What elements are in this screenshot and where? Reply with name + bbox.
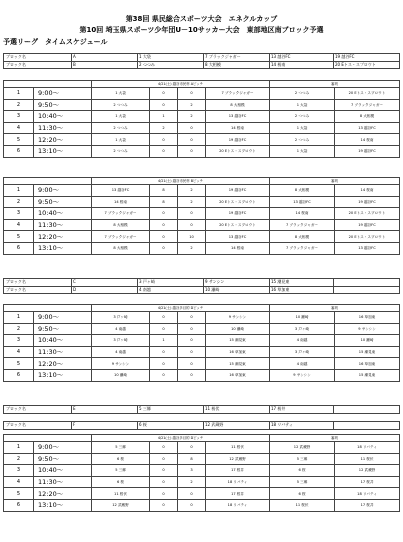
pitch-caption: 4/21(土) 越谷多目的 Dピッチ [92,305,270,312]
away-score: 2 [178,242,206,254]
match-row [4,111,400,123]
away-team: 15 潮見東 [206,358,270,370]
kickoff-time: 13:10～ [34,145,92,157]
away-score: 2 [178,476,206,488]
referee-1: 6 桜 [270,488,335,500]
match-row [4,499,400,511]
match-number: 2 [4,453,34,465]
block-label: ブロック名 [4,279,72,287]
away-team: 19 越谷FC [206,185,270,197]
home-score: 0 [150,358,178,370]
away-score: 0 [178,88,206,100]
referee-1: 1 大袋 [270,145,335,157]
away-team: 11 桜伏 [206,442,270,454]
referee-1: 7 ブラックジャガー [270,219,335,231]
match-number: 6 [4,242,34,254]
title-line-3: 予選リーグ タイムスケジュール [3,38,108,46]
home-score: 0 [150,323,178,335]
home-team: 1 大袋 [92,134,150,146]
home-team: 3 戸ヶ崎 [92,312,150,324]
away-score: 2 [178,185,206,197]
match-row [4,196,400,208]
referee-1: 5 三郷 [270,453,335,465]
match-number: 6 [4,145,34,157]
block-id: D [72,286,138,294]
kickoff-time: 9:00～ [34,312,92,324]
kickoff-time: 12:20～ [34,358,92,370]
referee-1: 8 大相模 [270,185,335,197]
referee-1: 3 戸ヶ崎 [270,346,335,358]
home-score: 0 [150,145,178,157]
match-number: 5 [4,134,34,146]
away-score: 0 [178,369,206,381]
away-score: 10 [178,231,206,243]
home-score: 0 [150,499,178,511]
match-row [4,358,400,370]
match-row [4,88,400,100]
schedule-table-3 [3,304,400,382]
header-blank [4,305,92,312]
away-score: 0 [178,358,206,370]
away-score: 0 [178,335,206,347]
away-team: 15 潮見東 [206,335,270,347]
block-label: ブロック名 [4,406,72,414]
away-score: 2 [178,196,206,208]
away-score: 3 [178,465,206,477]
away-team: 9 サンシン [206,312,270,324]
block-team: 10 瀬崎 [204,286,270,294]
home-score: 0 [150,219,178,231]
home-team: 3 戸ヶ崎 [92,335,150,347]
kickoff-time: 9:50～ [34,453,92,465]
referee-1: 3 戸ヶ崎 [270,323,335,335]
away-team: 16 草加東 [206,369,270,381]
match-row [4,465,400,477]
away-score: 0 [178,323,206,335]
home-team: 7 ブラックジャガー [92,208,150,220]
referee-1: 2 つつみ [270,111,335,123]
referee-1: 13 越谷FC [270,196,335,208]
schedule-header-row [4,435,400,442]
schedule-table-1 [3,80,400,158]
block-table-f [3,421,400,430]
home-team: 1 大袋 [92,111,150,123]
referee-1: 2 つつみ [270,88,335,100]
match-row [4,122,400,134]
block-team: 13 越谷FC [270,54,334,62]
block-team: 15 潮見東 [270,279,334,287]
block-team: 18 リバティ [270,422,334,430]
match-number: 1 [4,312,34,324]
block-team: 9 サンシン [204,279,270,287]
match-number: 3 [4,111,34,123]
referee-2: 18 リバティ [335,442,400,454]
away-team: 19 越谷FC [206,208,270,220]
title-line-2: 第10回 埼玉県スポーツ少年団U－10サッカー大会 東部地区南ブロック予選 [79,26,324,34]
referee-1: 14 桜南 [270,208,335,220]
kickoff-time: 12:20～ [34,231,92,243]
referee-2: 18 リバティ [335,488,400,500]
referee-header: 審判 [270,81,400,88]
match-number: 5 [4,358,34,370]
block-team: 16 草加東 [270,286,334,294]
block-team: 19 越谷FC [334,54,400,62]
match-number: 4 [4,346,34,358]
home-team: 1 大袋 [92,88,150,100]
away-team: 7 ブラックジャガー [206,88,270,100]
kickoff-time: 9:50～ [34,196,92,208]
referee-2: 19 越谷FC [335,219,400,231]
match-row [4,219,400,231]
home-team: 8 大相模 [92,219,150,231]
home-team: 5 三郷 [92,442,150,454]
away-team: 20 Eトス・スプロウト [206,196,270,208]
header-blank [4,81,92,88]
block-label: ブロック名 [4,286,72,294]
home-score: 0 [150,488,178,500]
away-team: 20 Eトス・スプロウト [206,219,270,231]
away-team: 14 桜南 [206,242,270,254]
referee-2: 7 ブラックジャガー [335,99,400,111]
block-team: 20 Eトス・スプロウト [334,61,400,69]
block-row [4,406,400,414]
home-score: 0 [150,88,178,100]
referee-1: 4 南越 [270,335,335,347]
referee-2: 14 桜南 [335,185,400,197]
match-row [4,369,400,381]
match-number: 5 [4,231,34,243]
block-team: 14 桜南 [270,61,334,69]
referee-1: 12 武蔵野 [270,442,335,454]
match-row [4,185,400,197]
away-team: 13 越谷FC [206,111,270,123]
home-team: 10 瀬崎 [92,369,150,381]
away-score: 0 [178,499,206,511]
referee-2: 20 Eトス・スプロウト [335,208,400,220]
home-score: 0 [150,442,178,454]
home-score: 0 [150,476,178,488]
away-team: 17 桜井 [206,488,270,500]
kickoff-time: 10:40～ [34,465,92,477]
block-team: 7 ブラックジャガー [204,54,270,62]
schedule-header-row [4,305,400,312]
home-score: 1 [150,111,178,123]
match-number: 2 [4,99,34,111]
match-row [4,231,400,243]
block-id: F [72,422,138,430]
match-number: 5 [4,488,34,500]
home-score: 0 [150,465,178,477]
match-number: 6 [4,499,34,511]
block-label: ブロック名 [4,422,72,430]
referee-2: 20 Eトス・スプロウト [335,88,400,100]
block-table-ab [3,53,400,69]
away-score: 0 [178,346,206,358]
match-number: 4 [4,476,34,488]
away-score: 8 [178,453,206,465]
home-team: 12 武蔵野 [92,499,150,511]
match-row [4,134,400,146]
block-team [334,406,400,414]
away-team: 20 Eトス・スプロウト [206,145,270,157]
home-team: 2 つつみ [92,145,150,157]
kickoff-time: 9:00～ [34,88,92,100]
away-score: 0 [178,122,206,134]
home-score: 0 [150,453,178,465]
match-number: 1 [4,88,34,100]
kickoff-time: 13:10～ [34,369,92,381]
home-score: 1 [150,335,178,347]
referee-2: 13 越谷FC [335,122,400,134]
home-score: 0 [150,99,178,111]
match-row [4,323,400,335]
match-number: 6 [4,369,34,381]
block-team: 8 大相模 [204,61,270,69]
title-line-1: 第38回 県民総合スポーツ大会 エネクルカップ [125,15,278,23]
pitch-caption: 4/21(土) 越谷市民杯 Bピッチ [92,178,270,185]
match-number: 2 [4,323,34,335]
match-row [4,242,400,254]
home-score: 0 [150,312,178,324]
match-row [4,145,400,157]
referee-1: 2 つつみ [270,134,335,146]
block-row [4,54,400,62]
home-score: 0 [150,134,178,146]
referee-2: 13 越谷FC [335,242,400,254]
away-team: 8 大相模 [206,99,270,111]
block-label: ブロック名 [4,61,72,69]
kickoff-time: 9:50～ [34,99,92,111]
referee-2: 19 越谷FC [335,145,400,157]
referee-1: 5 三郷 [270,476,335,488]
home-team: 2 つつみ [92,122,150,134]
block-row [4,286,400,294]
referee-1: 9 サンシン [270,369,335,381]
referee-2: 15 潮見東 [335,346,400,358]
pitch-caption: 4/21(土) 越谷市民杯 Aピッチ [92,81,270,88]
home-team: 11 桜伏 [92,488,150,500]
kickoff-time: 9:50～ [34,323,92,335]
referee-2: 17 桜井 [335,476,400,488]
kickoff-time: 13:10～ [34,242,92,254]
referee-1: 11 桜伏 [270,499,335,511]
home-score: 8 [150,196,178,208]
away-team: 14 桜南 [206,122,270,134]
block-id: B [72,61,138,69]
referee-2: 19 越谷FC [335,196,400,208]
block-team: 2 つつみ [138,61,204,69]
pitch-caption: 4/21(土) 越谷多目的 Dピッチ [92,435,270,442]
block-row [4,422,400,430]
kickoff-time: 11:30～ [34,122,92,134]
kickoff-time: 11:30～ [34,219,92,231]
block-team: 12 武蔵野 [204,422,270,430]
referee-2: 8 大相模 [335,111,400,123]
block-team: 17 桜井 [270,406,334,414]
referee-2: 14 桜南 [335,134,400,146]
referee-2: 9 サンシン [335,323,400,335]
kickoff-time: 13:10～ [34,499,92,511]
match-row [4,488,400,500]
match-row [4,99,400,111]
block-team: 6 桜 [138,422,204,430]
home-team: 9 サンシン [92,358,150,370]
away-score: 0 [178,312,206,324]
referee-1: 7 ブラックジャガー [270,242,335,254]
match-row [4,346,400,358]
away-team: 16 草加東 [206,346,270,358]
schedule-table-2 [3,177,400,255]
header-blank [4,435,92,442]
kickoff-time: 10:40～ [34,208,92,220]
referee-1: 1 大袋 [270,122,335,134]
schedule-table-4 [3,434,400,512]
referee-1: 4 南越 [270,358,335,370]
match-row [4,208,400,220]
block-id: E [72,406,138,414]
away-score: 0 [178,145,206,157]
header-blank [4,178,92,185]
home-team: 6 桜 [92,476,150,488]
home-score: 8 [150,185,178,197]
referee-1: 1 大袋 [270,99,335,111]
block-label: ブロック名 [4,54,72,62]
referee-2: 16 草加東 [335,312,400,324]
away-score: 0 [178,208,206,220]
referee-2: 15 潮見東 [335,369,400,381]
home-team: 5 三郷 [92,465,150,477]
schedule-header-row [4,81,400,88]
kickoff-time: 11:30～ [34,346,92,358]
referee-2: 17 桜井 [335,499,400,511]
referee-2: 10 瀬崎 [335,335,400,347]
referee-header: 審判 [270,435,400,442]
referee-2: 16 草加東 [335,358,400,370]
block-team: 11 桜伏 [204,406,270,414]
home-team: 13 越谷FC [92,185,150,197]
match-number: 1 [4,185,34,197]
referee-header: 審判 [270,305,400,312]
match-row [4,453,400,465]
away-team: 18 リバティ [206,499,270,511]
referee-2: 20 Eトス・スプロウト [335,231,400,243]
home-score: 0 [150,231,178,243]
home-score: 0 [150,346,178,358]
home-score: 0 [150,242,178,254]
kickoff-time: 9:00～ [34,185,92,197]
home-team: 8 大相模 [92,242,150,254]
home-team: 6 桜 [92,453,150,465]
home-score: 0 [150,369,178,381]
match-number: 1 [4,442,34,454]
away-team: 19 越谷FC [206,134,270,146]
away-score: 2 [178,111,206,123]
kickoff-time: 10:40～ [34,111,92,123]
block-team [334,422,400,430]
kickoff-time: 11:30～ [34,476,92,488]
block-table-cd [3,278,400,294]
block-row [4,279,400,287]
home-score: 2 [150,122,178,134]
away-score: 2 [178,99,206,111]
match-number: 4 [4,219,34,231]
home-team: 2 つつみ [92,99,150,111]
match-number: 3 [4,335,34,347]
kickoff-time: 10:40～ [34,335,92,347]
match-number: 4 [4,122,34,134]
away-team: 10 瀬崎 [206,323,270,335]
referee-1: 6 桜 [270,465,335,477]
home-team: 4 南越 [92,323,150,335]
block-team: 5 三郷 [138,406,204,414]
match-number: 3 [4,465,34,477]
block-team: 4 南越 [138,286,204,294]
match-row [4,312,400,324]
away-team: 12 武蔵野 [206,453,270,465]
home-score: 0 [150,208,178,220]
match-row [4,476,400,488]
away-score: 0 [178,134,206,146]
kickoff-time: 9:00～ [34,442,92,454]
block-team: 3 戸ヶ崎 [138,279,204,287]
referee-1: 8 大相模 [270,231,335,243]
match-number: 2 [4,196,34,208]
block-table-ef [3,405,400,414]
home-team: 4 南越 [92,346,150,358]
away-team: 13 越谷FC [206,231,270,243]
away-team: 17 桜井 [206,465,270,477]
referee-2: 12 武蔵野 [335,465,400,477]
match-row [4,335,400,347]
referee-header: 審判 [270,178,400,185]
referee-1: 10 瀬崎 [270,312,335,324]
match-row [4,442,400,454]
block-row [4,61,400,69]
block-team [334,279,400,287]
away-score: 0 [178,219,206,231]
match-number: 3 [4,208,34,220]
block-team [334,286,400,294]
kickoff-time: 12:20～ [34,488,92,500]
block-id: A [72,54,138,62]
away-team: 18 リバティ [206,476,270,488]
referee-2: 11 桜伏 [335,453,400,465]
away-score: 0 [178,442,206,454]
kickoff-time: 12:20～ [34,134,92,146]
block-id: C [72,279,138,287]
home-team: 14 桜南 [92,196,150,208]
away-score: 0 [178,488,206,500]
home-team: 7 ブラックジャガー [92,231,150,243]
schedule-header-row [4,178,400,185]
block-team: 1 大袋 [138,54,204,62]
